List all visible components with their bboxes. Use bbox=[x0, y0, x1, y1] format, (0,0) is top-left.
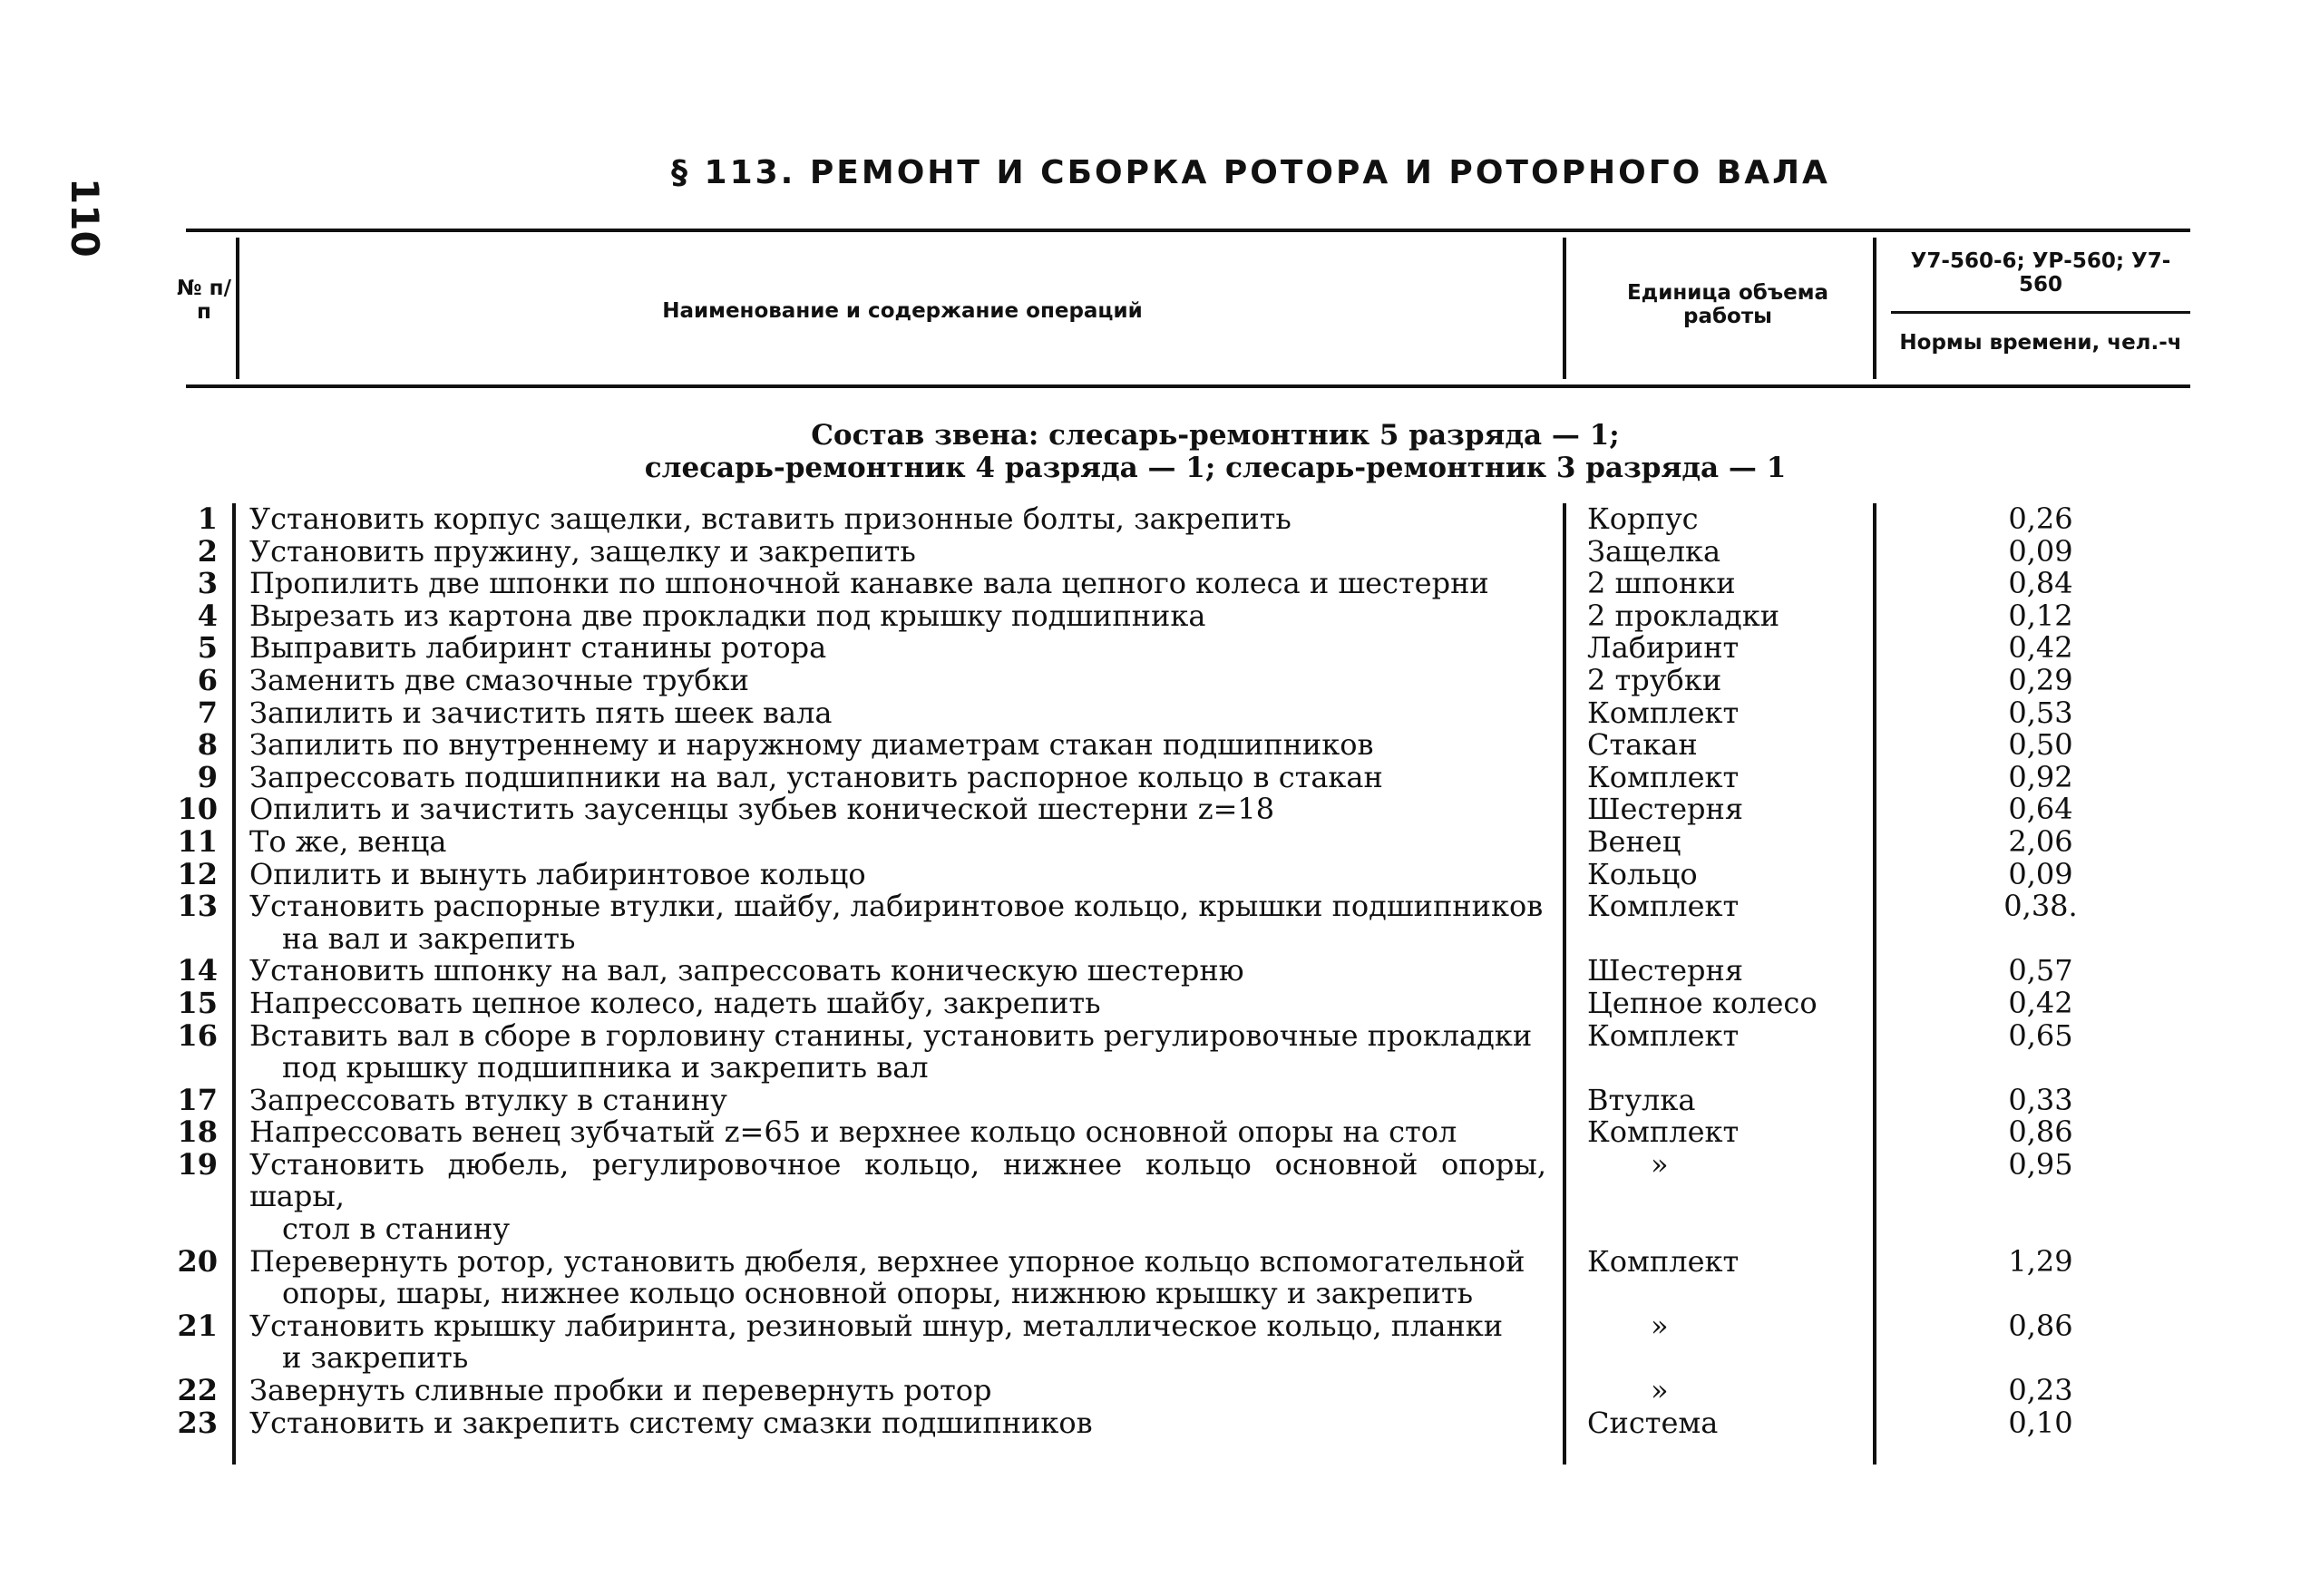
row-operation bbox=[249, 697, 1546, 730]
row-number: 6 bbox=[197, 662, 218, 697]
row-operation bbox=[249, 1243, 1546, 1311]
row-operation bbox=[249, 856, 1546, 891]
row-operation bbox=[249, 533, 1546, 569]
table-row bbox=[0, 793, 2310, 826]
row-norm: 1,29 bbox=[2008, 1243, 2073, 1279]
header-divider-2 bbox=[1563, 238, 1566, 379]
row-unit: Втулка bbox=[1587, 1082, 1696, 1117]
row-operation bbox=[249, 1082, 1546, 1117]
row-norm: 0,26 bbox=[2008, 501, 2073, 536]
operation-line: Запилить и зачистить пять шеек вала bbox=[249, 695, 833, 730]
row-operation bbox=[249, 729, 1546, 762]
row-norm: 0,10 bbox=[2008, 1405, 2073, 1440]
row-number: 11 bbox=[177, 823, 218, 859]
table-row bbox=[0, 890, 2310, 955]
row-operation bbox=[249, 985, 1546, 1020]
row-unit: Комплект bbox=[1587, 1017, 1740, 1053]
row-unit: Комплект bbox=[1587, 695, 1740, 730]
operation-line: Опилить и вынуть лабиринтовое кольцо bbox=[249, 856, 866, 891]
row-operation bbox=[249, 632, 1546, 665]
row-operation bbox=[249, 955, 1546, 988]
row-norm: 0,38. bbox=[2003, 889, 2078, 924]
row-operation bbox=[249, 1375, 1546, 1407]
row-unit: Комплект bbox=[1587, 889, 1740, 924]
row-number: 1 bbox=[197, 501, 218, 536]
row-norm: 0,57 bbox=[2008, 953, 2073, 988]
table-row bbox=[0, 697, 2310, 730]
row-number: 21 bbox=[177, 1308, 218, 1343]
row-operation bbox=[249, 793, 1546, 826]
crew-composition bbox=[544, 419, 1886, 484]
row-number: 3 bbox=[197, 566, 218, 601]
operation-line: Запрессовать подшипники на вал, установить распорное кольцо в стакан bbox=[249, 759, 1383, 794]
header-models: У7-560-6; УР-560; У7-560 bbox=[1910, 249, 2171, 297]
table-row bbox=[0, 856, 2310, 891]
row-norm: 0,86 bbox=[2008, 1114, 2073, 1150]
row-norm: 0,33 bbox=[2008, 1082, 2073, 1117]
row-operation bbox=[249, 759, 1546, 794]
operation-line: Установить и закрепить систему смазки подшипников bbox=[249, 1405, 1093, 1440]
operation-line: Установить пружину, защелку и закрепить bbox=[249, 533, 916, 569]
row-norm: 0,50 bbox=[2008, 727, 2073, 763]
table-row bbox=[0, 955, 2310, 988]
row-number: 20 bbox=[177, 1243, 218, 1279]
table-row bbox=[0, 632, 2310, 665]
crew-line-1: Состав звена: слесарь-ремонтник 5 разряда — 1; bbox=[811, 419, 1620, 452]
header-num: № п/п bbox=[177, 277, 231, 325]
table-row bbox=[0, 533, 2310, 569]
row-unit: Комплект bbox=[1587, 1114, 1740, 1150]
table-row bbox=[0, 985, 2310, 1020]
row-number: 16 bbox=[177, 1017, 218, 1053]
operation-line: Установить распорные втулки, шайбу, лабиринтовое кольцо, крышки подшипников bbox=[249, 889, 1544, 924]
row-unit: 2 прокладки bbox=[1587, 598, 1780, 633]
row-norm: 2,06 bbox=[2008, 823, 2073, 859]
row-unit: 2 трубки bbox=[1587, 662, 1722, 697]
operation-line: То же, венца bbox=[249, 823, 447, 859]
table-row bbox=[0, 1243, 2310, 1311]
operation-line: Заменить две смазочные трубки bbox=[249, 662, 749, 697]
row-norm: 0,09 bbox=[2008, 856, 2073, 891]
row-unit: 2 шпонки bbox=[1587, 566, 1736, 601]
row-unit: » bbox=[1651, 1373, 1669, 1408]
table-row bbox=[0, 1017, 2310, 1085]
row-unit: Цепное колесо bbox=[1587, 985, 1818, 1020]
row-operation bbox=[249, 503, 1546, 536]
operation-line: Установить крышку лабиринта, резиновый шнур, металлическое кольцо, планки bbox=[249, 1308, 1504, 1343]
row-unit: Венец bbox=[1587, 823, 1681, 859]
operation-line: стол в станину bbox=[282, 1212, 511, 1247]
row-norm: 0,42 bbox=[2008, 630, 2073, 666]
row-operation bbox=[249, 1407, 1546, 1440]
table-row bbox=[0, 729, 2310, 762]
row-norm: 0,29 bbox=[2008, 662, 2073, 697]
row-unit: Защелка bbox=[1587, 533, 1721, 569]
row-number: 17 bbox=[177, 1082, 218, 1117]
row-norm: 0,65 bbox=[2008, 1017, 2073, 1053]
table-row bbox=[0, 1146, 2310, 1247]
header-divider-3 bbox=[1873, 238, 1876, 379]
row-norm: 0,09 bbox=[2008, 533, 2073, 569]
table-row bbox=[0, 1310, 2310, 1375]
row-number: 5 bbox=[197, 630, 218, 666]
row-unit: Шестерня bbox=[1587, 792, 1744, 827]
row-number: 14 bbox=[177, 953, 218, 988]
row-number: 4 bbox=[197, 598, 218, 633]
section-title: § 113. РЕМОНТ И СБОРКА РОТОРА И РОТОРНОГО ВАЛА bbox=[671, 154, 1830, 191]
operation-line: Опилить и зачистить заусенцы зубьев конической шестерни z=18 bbox=[249, 792, 1275, 827]
row-unit: Корпус bbox=[1587, 501, 1699, 536]
row-unit: Комплект bbox=[1587, 759, 1740, 794]
row-number: 8 bbox=[197, 727, 218, 763]
row-norm: 0,84 bbox=[2008, 566, 2073, 601]
row-norm: 0,42 bbox=[2008, 985, 2073, 1020]
row-number: 22 bbox=[177, 1373, 218, 1408]
operation-line: Вставить вал в сборе в горловину станины, установить регулировочные прокладки bbox=[249, 1017, 1533, 1053]
operation-line: Установить корпус защелки, вставить призонные болты, закрепить bbox=[249, 501, 1291, 536]
operation-line: Вырезать из картона две прокладки под крышку подшипника bbox=[249, 598, 1206, 633]
operation-line: на вал и закрепить bbox=[282, 920, 576, 956]
row-norm: 0,53 bbox=[2008, 695, 2073, 730]
table-row bbox=[0, 823, 2310, 859]
row-operation bbox=[249, 1310, 1546, 1375]
row-number: 12 bbox=[177, 856, 218, 891]
row-number: 2 bbox=[197, 533, 218, 569]
header-sub-rule bbox=[1891, 311, 2190, 314]
row-unit: Лабиринт bbox=[1587, 630, 1740, 666]
row-norm: 0,23 bbox=[2008, 1373, 2073, 1408]
crew-line-2: слесарь-ремонтник 4 разряда — 1; слесарь-ремонтник 3 разряда — 1 bbox=[644, 452, 1787, 484]
row-operation bbox=[249, 662, 1546, 697]
row-norm: 0,95 bbox=[2008, 1146, 2073, 1182]
row-number: 7 bbox=[197, 695, 218, 730]
table-row bbox=[0, 1116, 2310, 1149]
operation-line: Установить дюбель, регулировочное кольцо, нижнее кольцо основной опоры, шары, bbox=[249, 1146, 1546, 1214]
table-row bbox=[0, 1375, 2310, 1407]
row-unit: Стакан bbox=[1587, 727, 1698, 763]
row-unit: » bbox=[1651, 1308, 1669, 1343]
row-unit: Комплект bbox=[1587, 1243, 1740, 1279]
operation-line: Напрессовать цепное колесо, надеть шайбу, закрепить bbox=[249, 985, 1101, 1020]
header-operation: Наименование и содержание операций bbox=[662, 299, 1143, 323]
row-operation bbox=[249, 1146, 1546, 1247]
header-divider-1 bbox=[236, 238, 239, 379]
row-unit: Кольцо bbox=[1587, 856, 1698, 891]
row-number: 10 bbox=[177, 792, 218, 827]
row-number: 13 bbox=[177, 889, 218, 924]
header-bottom-rule bbox=[186, 384, 2190, 388]
operation-line: Завернуть сливные пробки и перевернуть ротор bbox=[249, 1373, 992, 1408]
row-number: 9 bbox=[197, 759, 218, 794]
row-unit: Система bbox=[1587, 1405, 1719, 1440]
row-operation bbox=[249, 890, 1546, 955]
table-row bbox=[0, 568, 2310, 600]
row-number: 19 bbox=[177, 1146, 218, 1182]
operation-line: Запрессовать втулку в станину bbox=[249, 1082, 727, 1117]
operation-line: Напрессовать венец зубчатый z=65 и верхнее кольцо основной опоры на стол bbox=[249, 1114, 1457, 1150]
operation-line: Перевернуть ротор, установить дюбеля, верхнее упорное кольцо вспомогательной bbox=[249, 1243, 1525, 1279]
operation-line: под крышку подшипника и закрепить вал bbox=[282, 1050, 929, 1085]
table-row bbox=[0, 662, 2310, 697]
row-operation bbox=[249, 568, 1546, 600]
row-operation bbox=[249, 600, 1546, 633]
row-unit: » bbox=[1651, 1146, 1669, 1182]
row-norm: 0,92 bbox=[2008, 759, 2073, 794]
table-row bbox=[0, 1082, 2310, 1117]
row-number: 15 bbox=[177, 985, 218, 1020]
table-row bbox=[0, 759, 2310, 794]
page-number: 110 bbox=[63, 178, 107, 258]
operation-line: Пропилить две шпонки по шпоночной канавке вала цепного колеса и шестерни bbox=[249, 566, 1489, 601]
operation-line: Выправить лабиринт станины ротора bbox=[249, 630, 827, 666]
row-norm: 0,12 bbox=[2008, 598, 2073, 633]
operation-line: Установить шпонку на вал, запрессовать коническую шестерню bbox=[249, 953, 1244, 988]
row-norm: 0,86 bbox=[2008, 1308, 2073, 1343]
row-operation bbox=[249, 1017, 1546, 1085]
operation-line: и закрепить bbox=[282, 1340, 469, 1376]
row-norm: 0,64 bbox=[2008, 792, 2073, 827]
operation-line: опоры, шары, нижнее кольцо основной опоры, нижнюю крышку и закрепить bbox=[282, 1276, 1474, 1311]
operation-line: Запилить по внутреннему и наружному диаметрам стакан подшипников bbox=[249, 727, 1374, 763]
row-operation bbox=[249, 1116, 1546, 1149]
table-row bbox=[0, 600, 2310, 633]
header-norms: Нормы времени, чел.-ч bbox=[1899, 331, 2182, 355]
table-row bbox=[0, 503, 2310, 536]
row-number: 23 bbox=[177, 1405, 218, 1440]
row-unit: Шестерня bbox=[1587, 953, 1744, 988]
row-operation bbox=[249, 823, 1546, 859]
operations-table bbox=[0, 503, 2310, 1439]
row-number: 18 bbox=[177, 1114, 218, 1150]
table-row bbox=[0, 1407, 2310, 1440]
table-top-rule bbox=[186, 229, 2190, 232]
header-unit: Единица объема работы bbox=[1626, 281, 1829, 329]
